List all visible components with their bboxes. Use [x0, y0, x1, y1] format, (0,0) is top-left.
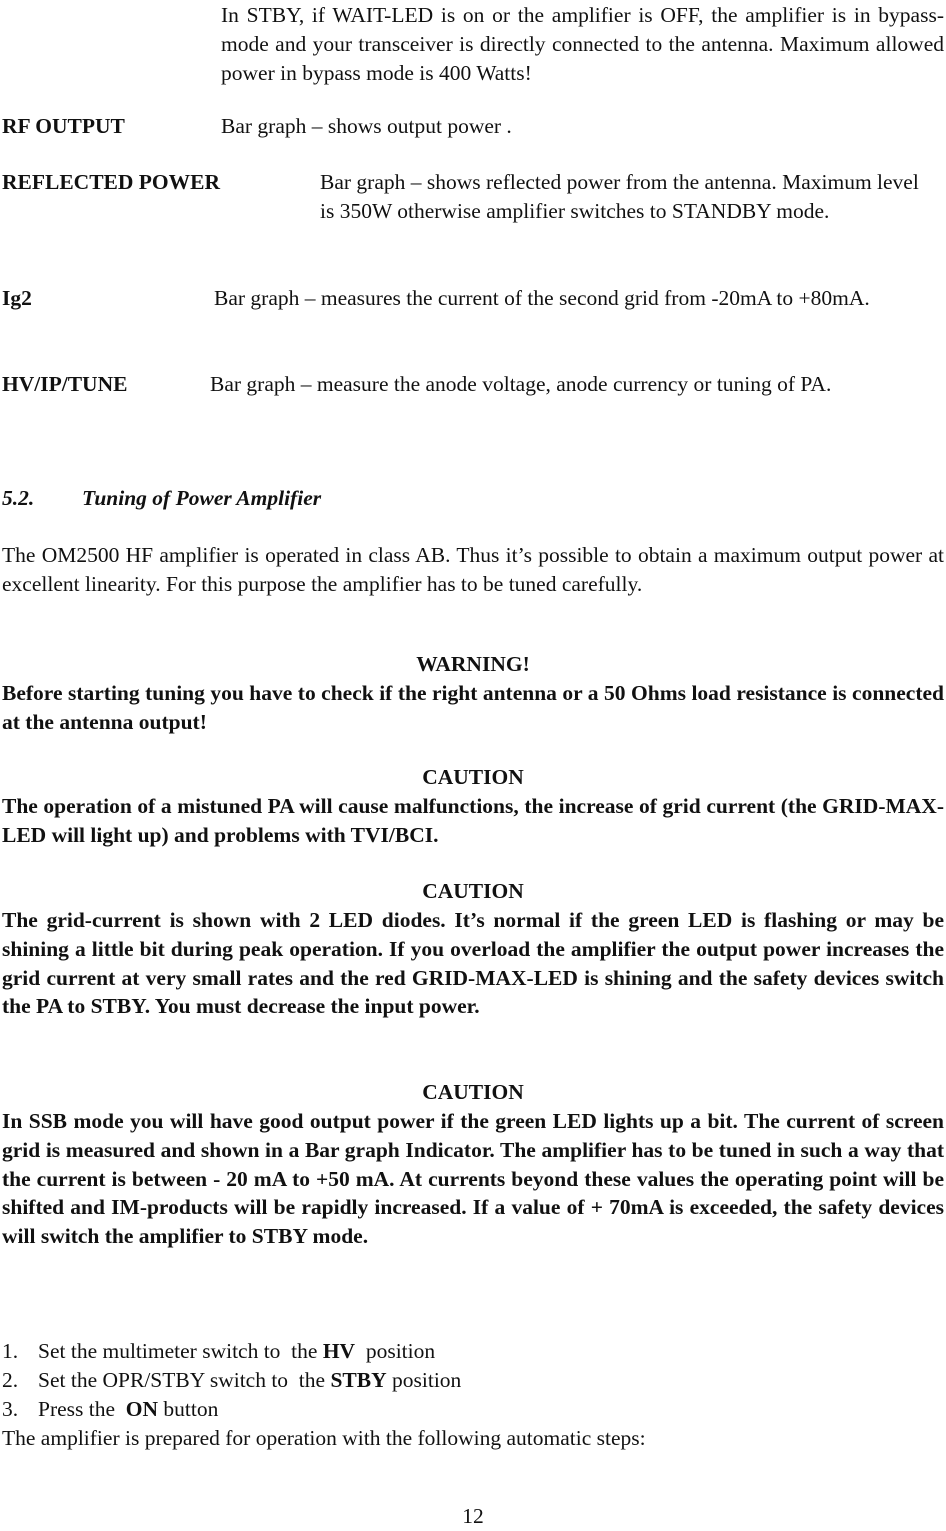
page-number: 12 — [462, 1504, 484, 1528]
term-hv-ip-tune: HV/IP/TUNE — [2, 372, 128, 396]
desc-hv-ip-tune: Bar graph – measure the anode voltage, anode currency or tuning of PA. — [210, 372, 832, 396]
desc-reflected-power: Bar graph – shows reflected power from the antenna. Maximum level is 350W otherwise amplifier switches to STANDBY mode. — [320, 170, 919, 223]
step-keyword-stby: STBY — [330, 1368, 387, 1392]
warning-heading: WARNING! — [416, 652, 530, 676]
warning-text: Before starting tuning you have to check if the right antenna or a 50 Ohms load resistance is connected at the antenna output! — [2, 681, 944, 734]
caution-heading-3: CAUTION — [422, 1080, 524, 1104]
caution-text-1: The operation of a mistuned PA will cause malfunctions, the increase of grid current (the GRID-MAX-LED will light up) and problems with TVI/BCI. — [2, 794, 944, 847]
step-text-before: Set the multimeter switch to the — [38, 1339, 323, 1363]
section-intro: The OM2500 HF amplifier is operated in class AB. Thus it’s possible to obtain a maximum output power at excellent linearity. For this purpose the amplifier has to be tuned carefully. — [2, 543, 944, 596]
step-keyword-on: ON — [125, 1397, 159, 1421]
step-text-before: Press the — [38, 1397, 126, 1421]
step-text-before: Set the OPR/STBY switch to the — [38, 1368, 331, 1392]
step-text — [38, 1366, 461, 1395]
caution-heading-1: CAUTION — [422, 765, 524, 789]
step-number: 1. — [2, 1339, 19, 1363]
step-text — [38, 1395, 218, 1424]
desc-rf-output: Bar graph – shows output power . — [221, 114, 512, 138]
term-ig2: Ig2 — [2, 286, 32, 310]
step-number: 2. — [2, 1368, 19, 1392]
step-text-after: position — [386, 1368, 462, 1392]
section-title: Tuning of Power Amplifier — [82, 486, 322, 510]
caution-text-2: The grid-current is shown with 2 LED diodes. It’s normal if the green LED is flashing or may be shining a little bit during peak operation. If you overload the amplifier the output power increases the grid current at very small rates and the red GRID-MAX-LED is shining and the safety devices switch the PA to STBY. You must decrease the input power. — [2, 908, 944, 1019]
term-reflected-power: REFLECTED POWER — [2, 170, 221, 194]
step-keyword-hv: HV — [322, 1339, 356, 1363]
step-text-after: position — [355, 1339, 436, 1363]
desc-ig2: Bar graph – measures the current of the second grid from -20mA to +80mA. — [214, 286, 870, 310]
step-text-after: button — [158, 1397, 219, 1421]
step-number: 3. — [2, 1397, 19, 1421]
caution-text-3: In SSB mode you will have good output power if the green LED lights up a bit. The current of screen grid is measured and shown in a Bar graph Indicator. The amplifier has to be tuned in such a way that the current is between - 20 mA to +50 mA. At currents beyond these values the operating point will be shifted and IM-products will be rapidly increased. If a value of + 70mA is exceeded, the safety devices will switch the amplifier to STBY mode. — [2, 1109, 944, 1249]
section-number: 5.2. — [2, 486, 35, 510]
closing-sentence: The amplifier is prepared for operation with the following automatic steps: — [2, 1426, 646, 1450]
bypass-mode-paragraph: In STBY, if WAIT-LED is on or the amplifier is OFF, the amplifier is in bypass-mode and your transceiver is directly connected to the antenna. Maximum allowed power in bypass mode is 400 Watts! — [221, 3, 944, 85]
term-rf-output: RF OUTPUT — [2, 114, 125, 138]
step-text — [38, 1337, 435, 1366]
caution-heading-2: CAUTION — [422, 879, 524, 903]
